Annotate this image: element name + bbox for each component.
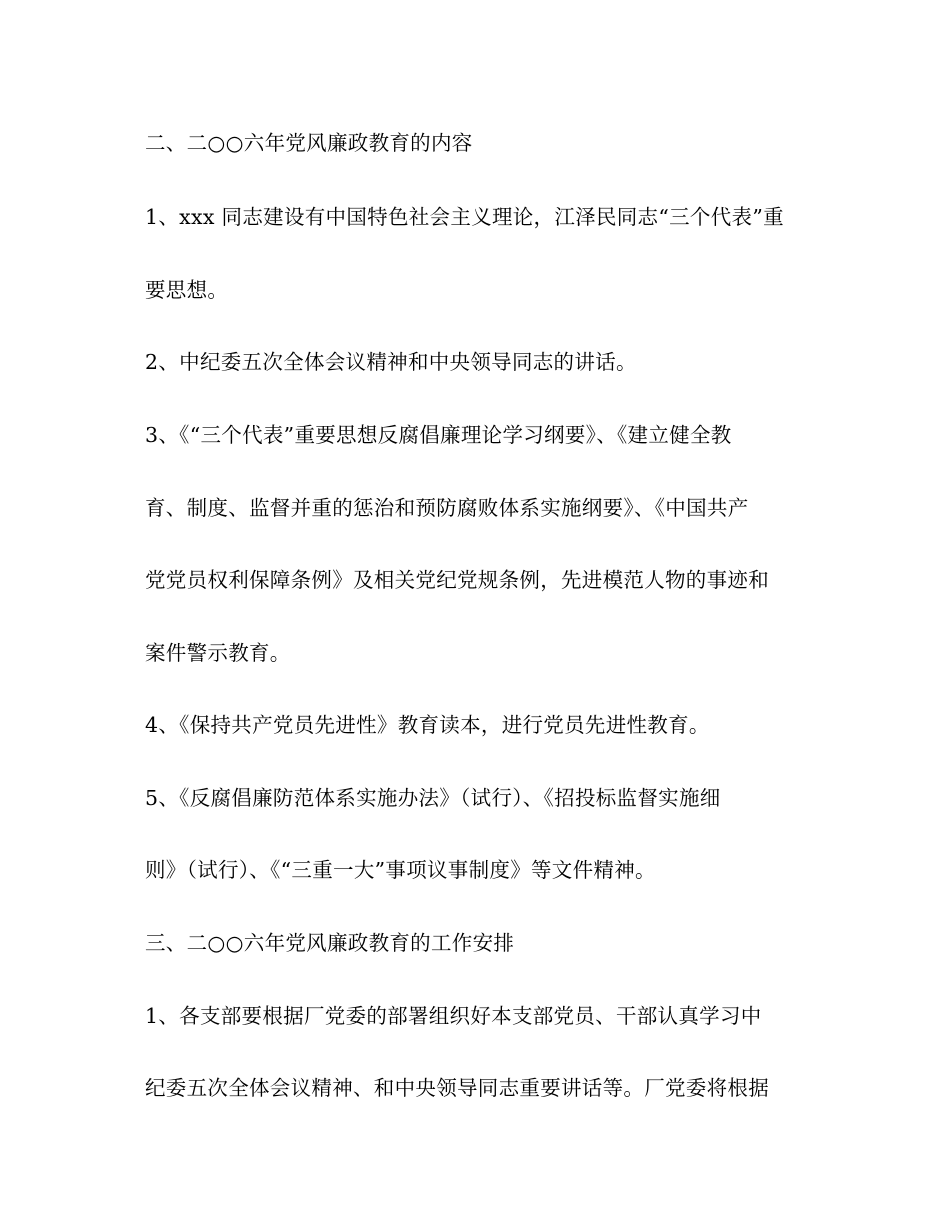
paragraph-line: 纪委五次全体会议精神、和中央领导同志重要讲话等。厂党委将根据 (145, 1076, 769, 1100)
paragraph-line: 要思想。 (145, 278, 229, 302)
paragraph-line: 2、中纪委五次全体会议精神和中央领导同志的讲话。 (145, 350, 637, 374)
section-heading: 二、二○○六年党风廉政教育的内容 (145, 131, 473, 155)
paragraph-line: 3、《“三个代表”重要思想反腐倡廉理论学习纲要》、《建立健全教 (145, 423, 732, 447)
paragraph-line: 5、《反腐倡廉防范体系实施办法》（试行）、《招投标监督实施细 (145, 786, 721, 810)
paragraph-line: 1、各支部要根据厂党委的部署组织好本支部党员、干部认真学习中 (145, 1004, 762, 1028)
paragraph-line: 则》（试行）、《“三重一大”事项议事制度》等文件精神。 (145, 858, 656, 882)
paragraph-line: 育、制度、监督并重的惩治和预防腐败体系实施纲要》、《中国共产 (145, 496, 749, 520)
paragraph-line: 案件警示教育。 (145, 641, 291, 665)
paragraph-line: 党党员权利保障条例》及相关党纪党规条例，先进模范人物的事迹和 (145, 568, 769, 592)
section-heading: 三、二○○六年党风廉政教育的工作安排 (145, 931, 515, 955)
paragraph-line: 4、《保持共产党员先进性》教育读本，进行党员先进性教育。 (145, 713, 710, 737)
paragraph-line: 1、xxx 同志建设有中国特色社会主义理论，江泽民同志“三个代表”重 (145, 205, 784, 229)
